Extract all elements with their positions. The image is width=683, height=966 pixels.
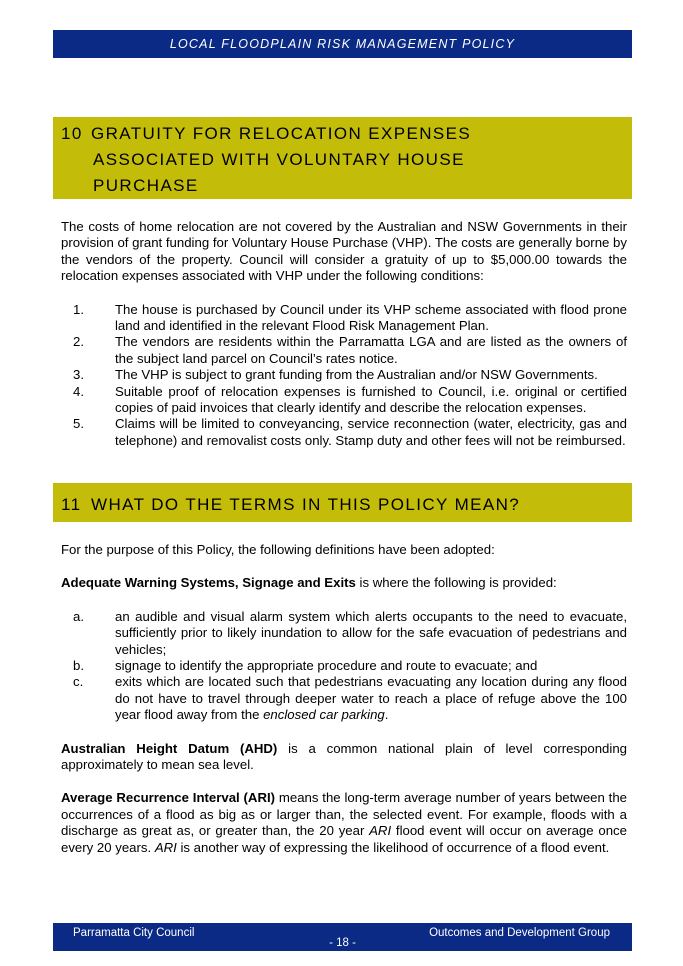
page-number: - 18 -: [329, 937, 356, 949]
section-10-title: [61, 121, 632, 199]
term-ari: Average Recurrence Interval (ARI): [61, 790, 276, 806]
list-marker: c.: [73, 674, 84, 690]
list-item-text: exits which are located such that pedestrians evacuating any location during any flood do not have to travel through deeper water to reach a place of refuge above the 100 year flood away from the: [115, 674, 627, 723]
term-awse: Adequate Warning Systems, Signage and Exits: [61, 575, 356, 591]
section-11-title: [61, 492, 632, 518]
list-item-text-end: .: [384, 707, 389, 723]
page-footer: [53, 923, 632, 951]
ari-italic: ARI: [154, 839, 177, 855]
list-item-text: Claims will be limited to conveyancing, service reconnection (water, electricity, gas and telephone) and removalist costs only. Stamp duty and other fees will not be reimbursed.: [115, 416, 627, 448]
list-item: [61, 367, 627, 383]
page-header: [53, 30, 632, 58]
definition-awse: [61, 575, 627, 591]
section-10-number: 10: [61, 124, 83, 143]
list-marker: 5.: [73, 416, 84, 432]
header-title: LOCAL FLOODPLAIN RISK MANAGEMENT POLICY: [169, 37, 516, 51]
list-item-text: signage to identify the appropriate procedure and route to evacuate; and: [115, 658, 538, 674]
section-10-title-line-1: GRATUITY FOR RELOCATION EXPENSES: [91, 124, 472, 143]
definition-ahd: [61, 741, 627, 774]
footer-organization: Parramatta City Council: [73, 927, 195, 939]
list-item: [61, 609, 627, 658]
section-11-intro: For the purpose of this Policy, the following definitions have been adopted:: [61, 542, 495, 557]
list-item: [61, 384, 627, 417]
list-marker: 2.: [73, 334, 84, 350]
conditions-list: [61, 302, 627, 450]
section-10-title-line-3: PURCHASE: [93, 176, 199, 195]
definition-ari: [61, 790, 627, 856]
list-item-text: The VHP is subject to grant funding from the Australian and/or NSW Governments.: [115, 367, 598, 383]
list-item: [61, 674, 627, 723]
section-11-body: [61, 542, 627, 856]
list-marker: b.: [73, 658, 84, 674]
list-item-text: The house is purchased by Council under its VHP scheme associated with flood prone land and identified in the relevant Flood Risk Management Plan.: [115, 301, 627, 334]
list-item-text: The vendors are residents within the Parramatta LGA and are listed as the owners of the subject land parcel on Council’s rates notice.: [115, 334, 627, 366]
term-ahd: Australian Height Datum (AHD): [61, 740, 278, 756]
awse-list: [61, 609, 627, 724]
list-item-text: Suitable proof of relocation expenses is furnished to Council, i.e. original or certified copies of paid invoices that clearly identify and describe the relocation expenses.: [115, 383, 627, 416]
footer-group: Outcomes and Development Group: [429, 927, 610, 939]
section-10-heading: [53, 117, 632, 199]
definition-text: is another way of expressing the likelihood of occurrence of a flood event.: [176, 839, 610, 855]
section-10-title-line-2: ASSOCIATED WITH VOLUNTARY HOUSE: [93, 150, 465, 169]
section-11-heading: [53, 483, 632, 522]
list-marker: 1.: [73, 301, 84, 317]
definition-text: flood event will occur on average once every 20 years.: [61, 823, 627, 855]
list-item: [61, 302, 627, 335]
list-marker: 4.: [73, 383, 84, 399]
definition-text: means the long-term average number of years between the occurrences of a flood as big as or larger than, the selected event. For example, floods with a discharge as great as, or greater than, the 20 year: [61, 790, 627, 839]
section-10-intro: The costs of home relocation are not covered by the Australian and NSW Governments in their provision of grant funding for Voluntary House Purchase (VHP). The costs are generally borne by the vendors of the property. Council will consider a gratuity of up to $5,000.00 towards the relocation expenses associated with VHP under the following conditions:: [61, 219, 627, 284]
definition-text: is where the following is provided:: [355, 575, 557, 591]
list-item-text: an audible and visual alarm system which alerts occupants to the need to evacuate, sufficiently prior to likely inundation to allow for the safe evacuation of pedestrians and vehicles;: [115, 608, 627, 657]
section-10-body: [61, 219, 627, 449]
section-11-title-text: WHAT DO THE TERMS IN THIS POLICY MEAN?: [91, 495, 521, 514]
ari-italic: ARI: [369, 823, 392, 839]
list-item: [61, 334, 627, 367]
list-item-italic: enclosed car parking: [263, 707, 385, 723]
list-item: [61, 416, 627, 449]
section-11-number: 11: [61, 495, 82, 514]
definition-text: is a common national plain of level corresponding approximately to mean sea level.: [61, 740, 627, 773]
list-item: [61, 658, 627, 674]
list-marker: 3.: [73, 367, 84, 383]
list-marker: a.: [73, 608, 84, 624]
